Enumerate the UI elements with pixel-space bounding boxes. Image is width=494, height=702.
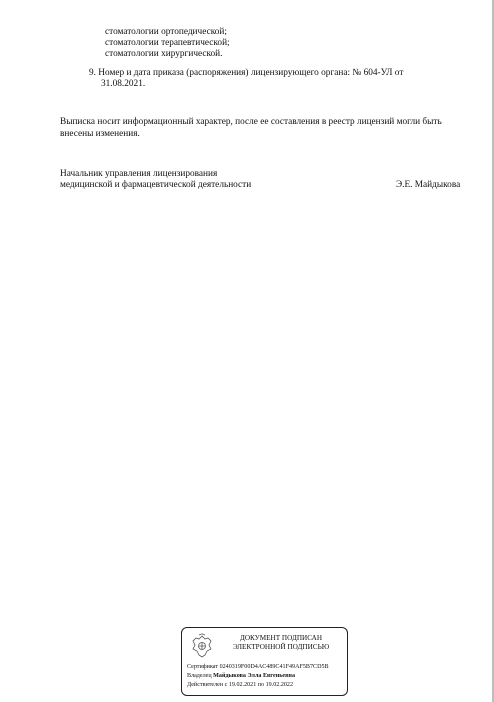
certificate-number: 0240319F00D4AC489C41F49AF5B7CD5B	[219, 664, 329, 670]
stamp-owner	[187, 672, 295, 680]
stamp-certificate	[187, 663, 329, 671]
license-work-item-1: стоматологии ортопедической;	[105, 27, 227, 37]
signer-name: Э.Е. Майдыкова	[396, 180, 461, 190]
order-number-line: 9. Номер и дата приказа (распоряжения) лицензирующего органа: № 604-УЛ от	[89, 68, 404, 78]
owner-label: Владелец	[187, 673, 212, 679]
license-work-item-2: стоматологии терапевтической;	[105, 38, 230, 48]
stamp-title-line-2: ЭЛЕКТРОННОЙ ПОДПИСЬЮ	[232, 643, 330, 651]
stamp-title-line-1: ДОКУМЕНТ ПОДПИСАН	[239, 634, 323, 642]
disclaimer-line-1: Выписка носит информационный характер, после ее составления в реестр лицензий могли быть	[60, 117, 442, 127]
stamp-title	[218, 634, 344, 652]
license-work-item-3: стоматологии хирургической.	[105, 49, 223, 59]
signer-position-line-1: Начальник управления лицензирования	[60, 169, 218, 179]
certificate-label: Сертификат	[187, 664, 219, 670]
signer-position-line-2: медицинской и фармацевтической деятельности	[60, 180, 252, 190]
order-date-line: 31.08.2021.	[101, 79, 146, 89]
electronic-signature-stamp	[181, 627, 348, 696]
disclaimer-line-2: внесены изменения.	[60, 129, 140, 139]
owner-name: Майдыкова Элла Евгеньевна	[213, 673, 295, 679]
coat-of-arms-icon	[190, 633, 214, 659]
stamp-validity: Действителен с 19.02.2021 по 19.02.2022	[187, 682, 294, 688]
